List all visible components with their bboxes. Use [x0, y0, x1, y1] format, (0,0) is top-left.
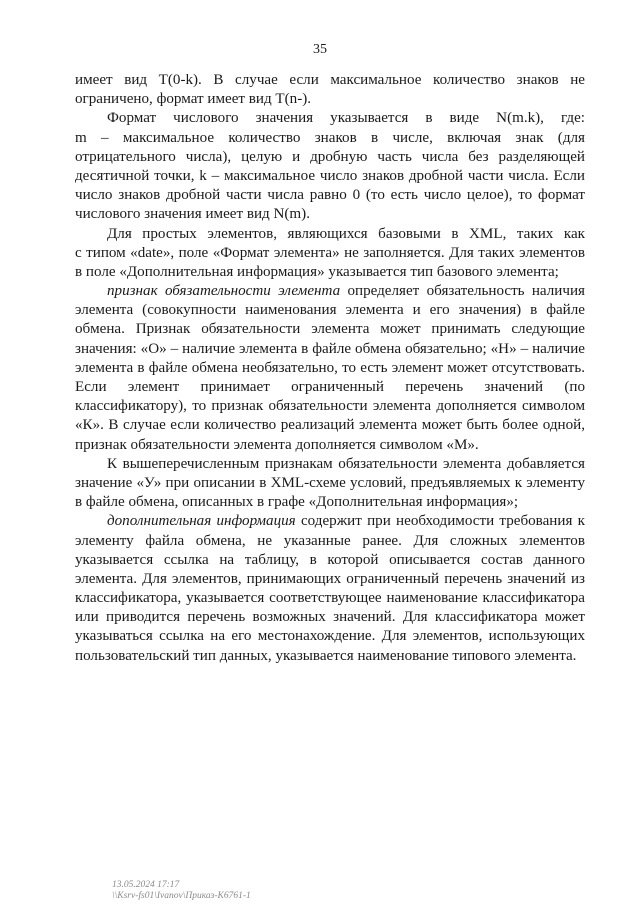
line-text: с типом «date», поле «Формат элемента» не заполняется. Для таких элементов	[75, 244, 585, 261]
print-stamp-path: \\Ksrv-fs01\Ivanov\Приказ-К6761-1	[112, 891, 251, 901]
text-line	[75, 282, 585, 301]
text-line	[75, 167, 585, 186]
text-line	[75, 378, 585, 397]
text-line	[75, 359, 585, 378]
line-text: в файле обмена, описанных в графе «Дополнительная информация»;	[75, 494, 519, 511]
text-line	[75, 608, 585, 627]
line-text: число знаков дробной части числа равно 0 (то есть число целое), то формат	[75, 187, 585, 204]
text-line	[75, 71, 585, 90]
line-text: признак обязательности элемента дополняется символом «М».	[75, 436, 479, 453]
line-text: элемента. Для элементов, принимающих ограниченный перечень значений из	[75, 570, 585, 587]
line-text: десятичной точки, k – максимальное число знаков дробной части числа. Если	[75, 167, 585, 184]
text-line	[75, 129, 585, 148]
text-line	[75, 263, 585, 282]
text-line	[75, 186, 585, 205]
line-text: элемента (совокупности наименования элемента и его значения) в файле	[75, 302, 585, 319]
line-text: Формат числового значения указывается в виде N(m.k), где:	[107, 110, 585, 127]
text-line	[75, 244, 585, 263]
text-line	[75, 109, 585, 128]
line-text: указываться ссылка на его местонахождение. Для элементов, использующих	[75, 628, 585, 645]
text-line	[75, 320, 585, 339]
text-line	[75, 627, 585, 646]
text-line	[75, 416, 585, 435]
text-line	[75, 570, 585, 589]
line-text: обмена. Признак обязательности элемента может принимать следующие	[75, 321, 585, 338]
text-line	[75, 205, 585, 224]
text-line	[75, 493, 585, 512]
line-text: имеет вид T(0-k). В случае если максимальное количество знаков не	[75, 72, 585, 88]
line-text: значение «У» при описании в XML-схеме условий, предъявляемых к элементу	[75, 474, 585, 491]
line-text: «К». В случае если количество реализаций элемента может быть более одной,	[75, 417, 585, 434]
line-text: Для простых элементов, являющихся базовыми в XML, таких как	[107, 225, 585, 242]
line-text: или приводится перечень возможных значений. Для классификатора может	[75, 609, 585, 626]
line-text: числового значения имеет вид N(m).	[75, 206, 310, 223]
line-text: отрицательного числа), целую и дробную часть числа без разделяющей	[75, 148, 585, 165]
line-text: в поле «Дополнительная информация» указывается тип базового элемента;	[75, 263, 559, 280]
line-text: определяет обязательность наличия	[340, 283, 585, 300]
text-line	[75, 589, 585, 608]
print-stamp-date: 13.05.2024 17:17	[112, 880, 180, 890]
text-line	[75, 532, 585, 551]
text-line	[75, 551, 585, 570]
line-text: ограничено, формат имеет вид T(n-).	[75, 91, 312, 108]
text-line	[75, 474, 585, 493]
text-line	[75, 90, 585, 109]
text-line	[75, 148, 585, 167]
line-text: классификатору), то признак обязательности элемента дополняется символом	[75, 398, 585, 415]
line-text: m – максимальное количество знаков в числе, включая знак (для	[75, 129, 585, 146]
body-text	[75, 71, 585, 666]
print-stamp	[112, 880, 251, 902]
page-number: 35	[313, 42, 327, 57]
text-line	[75, 340, 585, 359]
italic-term: признак обязательности элемента	[107, 283, 341, 300]
text-line	[75, 455, 585, 474]
line-text: значения: «О» – наличие элемента в файле обмена обязательно; «Н» – наличие	[75, 340, 585, 357]
text-line	[75, 301, 585, 320]
line-text: содержит при необходимости требования к	[295, 513, 585, 530]
italic-term: дополнительная информация	[107, 513, 296, 530]
line-text: К вышеперечисленным признакам обязательности элемента добавляется	[107, 455, 585, 472]
text-line	[75, 436, 585, 455]
text-line	[75, 647, 585, 666]
text-line	[75, 512, 585, 531]
line-text: элемента в файле обмена необязательно, то есть элемент может отсутствовать.	[75, 359, 585, 376]
text-line	[75, 397, 585, 416]
line-text: классификатора, указывается соответствующее наименование классификатора	[75, 590, 585, 607]
line-text: элементу файла обмена, не указанные ранее. Для сложных элементов	[75, 532, 585, 549]
line-text: пользовательский тип данных, указывается наименование типового элемента.	[75, 647, 577, 664]
line-text: Если элемент принимает ограниченный перечень значений (по	[75, 379, 585, 395]
text-line	[75, 225, 585, 244]
line-text: указывается ссылка на таблицу, в которой описывается состав данного	[75, 551, 585, 568]
